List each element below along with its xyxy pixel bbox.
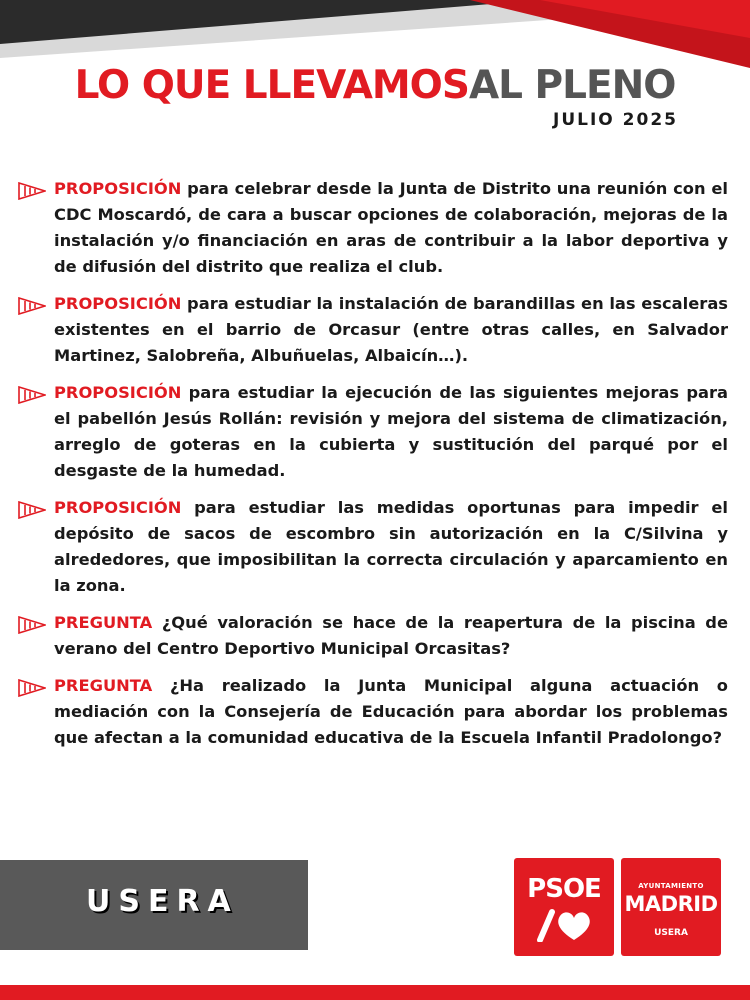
psoe-logo — [514, 858, 614, 956]
item-text — [54, 176, 728, 280]
item-keyword: PROPOSICIÓN — [54, 294, 182, 313]
arrow-bullet-icon — [18, 679, 46, 697]
arrow-bullet-icon — [18, 297, 46, 315]
psoe-logo-text: PSOE — [527, 874, 601, 904]
item-text — [54, 610, 728, 662]
item-text — [54, 380, 728, 484]
district-banner — [0, 860, 308, 950]
item-text — [54, 673, 728, 751]
item-text — [54, 495, 728, 599]
arrow-bullet-icon — [18, 182, 46, 200]
item-keyword: PROPOSICIÓN — [54, 179, 182, 198]
header-decoration — [0, 0, 750, 70]
item-body: para estudiar la instalación de barandillas en las escaleras existentes en el barrio de Orcasur (entre otras calles, en Salvador Martinez, Salobreña, Albuñuelas, Albaicín…). — [54, 294, 729, 365]
madrid-logo-sub: USERA — [654, 928, 688, 938]
title-highlight: LO QUE LLEVAMOS — [74, 63, 469, 108]
madrid-logo-main: MADRID — [624, 892, 718, 916]
item-keyword: PROPOSICIÓN — [54, 498, 182, 517]
arrow-bullet-icon — [18, 616, 46, 634]
list-item — [0, 291, 750, 369]
item-body: ¿Qué valoración se hace de la reapertura de la piscina de verano del Centro Deportivo Municipal Orcasitas? — [54, 613, 728, 658]
list-item — [0, 610, 750, 662]
page-title — [0, 64, 750, 108]
item-keyword: PROPOSICIÓN — [54, 383, 182, 402]
arrow-bullet-icon — [18, 386, 46, 404]
district-label: USERA — [86, 884, 239, 919]
title-rest: AL PLENO — [468, 63, 676, 108]
madrid-logo — [621, 858, 721, 956]
list-item — [0, 495, 750, 599]
madrid-logo-top: AYUNTAMIENTO — [638, 882, 704, 890]
item-body: para celebrar desde la Junta de Distrito una reunión con el CDC Moscardó, de cara a buscar opciones de colaboración, mejoras de la instalación y/o financiación en aras de contribuir a la labor deportiva y de difusión del distrito que realiza el club. — [54, 179, 728, 276]
list-item — [0, 176, 750, 280]
list-item — [0, 380, 750, 484]
list-item — [0, 673, 750, 751]
item-body: ¿Ha realizado la Junta Municipal alguna actuación o mediación con la Consejería de Educación para abordar los problemas que afectan a la comunidad educativa de la Escuela Infantil Pradolongo? — [54, 676, 728, 747]
agenda-list — [0, 176, 750, 762]
item-keyword: PREGUNTA — [54, 676, 153, 695]
item-keyword: PREGUNTA — [54, 613, 153, 632]
item-body: para estudiar la ejecución de las siguientes mejoras para el pabellón Jesús Rollán: revisión y mejora del sistema de climatización, arreglo de goteras en la cubierta y sustitución del parqué por el desgaste de la humedad. — [54, 383, 728, 480]
item-text — [54, 291, 728, 369]
date-label: JULIO 2025 — [553, 110, 678, 130]
arrow-bullet-icon — [18, 501, 46, 519]
item-body: para estudiar las medidas oportunas para impedir el depósito de sacos de escombro sin autorización en la C/Silvina y alrededores, que imposibilitan la correcta circulación y aparcamiento en la zona. — [54, 498, 728, 595]
footer-bar — [0, 985, 750, 1000]
slash-heart-icon — [536, 908, 592, 942]
